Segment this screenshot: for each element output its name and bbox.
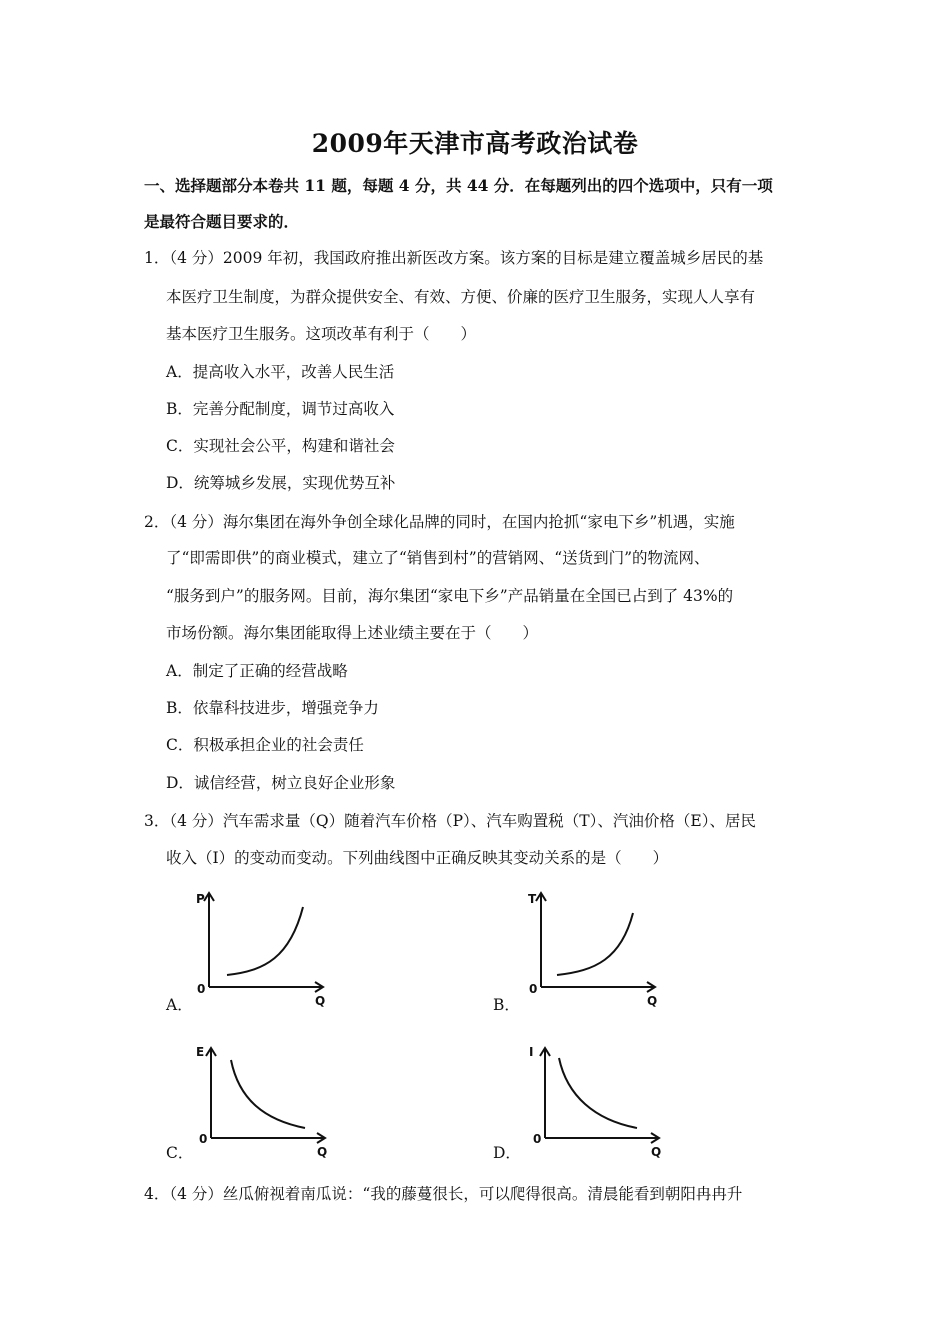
graph-a-x-label: Q (315, 994, 326, 1008)
graph-a-origin: 0 (197, 982, 206, 996)
question-2-stem-line: 市场份额。海尔集团能取得上述业绩主要在于（ ） (166, 624, 539, 642)
graph-b-x-label: Q (647, 994, 658, 1008)
question-2-option-a: A．制定了正确的经营战略 (166, 662, 348, 680)
graph-b-curve (557, 913, 633, 975)
graph-c (195, 1040, 335, 1165)
question-1-option-b: B．完善分配制度，调节过高收入 (166, 400, 395, 418)
question-1-option-c: C．实现社会公平，构建和谐社会 (166, 437, 395, 455)
graph-c-x-label: Q (317, 1145, 328, 1159)
page-title: 2009年天津市高考政治试卷 (311, 129, 639, 158)
question-2-option-d: D．诚信经营，树立良好企业形象 (166, 774, 396, 792)
question-3-stem-line: 收入（I）的变动而变动。下列曲线图中正确反映其变动关系的是（ ） (166, 849, 669, 867)
question-2-option-b: B．依靠科技进步，增强竞争力 (166, 699, 379, 717)
question-2-stem-line: 2．（4 分）海尔集团在海外争创全球化品牌的同时，在国内抢抓“家电下乡”机遇，实施 (144, 513, 735, 531)
question-2-option-c: C．积极承担企业的社会责任 (166, 736, 364, 754)
section-heading-line-2: 是最符合题目要求的． (144, 212, 300, 231)
graph-b (527, 885, 667, 1010)
graph-c-y-label: E (196, 1045, 205, 1059)
graph-d-x-label: Q (651, 1145, 662, 1159)
graph-d (527, 1040, 667, 1165)
question-1-option-a: A．提高收入水平，改善人民生活 (166, 363, 395, 381)
question-3-stem-line: 3．（4 分）汽车需求量（Q）随着汽车价格（P）、汽车购置税（T）、汽油价格（E）、居民 (144, 812, 756, 830)
section-heading-line-1: 一、选择题部分本卷共 11 题，每题 4 分，共 44 分．在每题列出的四个选项中，只有一项 (144, 176, 773, 195)
graph-c-label: C． (166, 1144, 194, 1162)
question-2-stem-line: 了“即需即供”的商业模式，建立了“销售到村”的营销网、“送货到门”的物流网、 (166, 549, 710, 567)
section-heading (144, 168, 814, 240)
graph-b-origin: 0 (529, 982, 538, 996)
question-1-stem-line: 1．（4 分）2009 年初，我国政府推出新医改方案。该方案的目标是建立覆盖城乡居民的基 (144, 249, 764, 267)
graph-c-curve (231, 1060, 305, 1128)
question-1-stem-line: 本医疗卫生制度，为群众提供安全、有效、方便、价廉的医疗卫生服务，实现人人享有 (166, 288, 756, 306)
question-2-stem-line: “服务到户”的服务网。目前，海尔集团“家电下乡”产品销量在全国已占到了 43%的 (166, 587, 734, 605)
graph-a-y-label: P (196, 892, 205, 906)
graph-a (195, 885, 335, 1010)
question-1-stem-line: 基本医疗卫生服务。这项改革有利于（ ） (166, 325, 477, 343)
graph-b-y-label: T (528, 892, 537, 906)
graph-d-curve (559, 1058, 637, 1128)
graph-a-curve (227, 907, 303, 975)
graph-b-label: B． (493, 996, 520, 1014)
graph-a-label: A． (166, 996, 193, 1014)
question-1-option-d: D．统筹城乡发展，实现优势互补 (166, 474, 396, 492)
graph-d-label: D． (493, 1144, 521, 1162)
graph-c-origin: 0 (199, 1132, 208, 1146)
graph-d-origin: 0 (533, 1132, 542, 1146)
graph-d-y-label: I (529, 1045, 534, 1059)
question-4-stem-line: 4．（4 分）丝瓜俯视着南瓜说：“我的藤蔓很长，可以爬得很高。清晨能看到朝阳冉冉升 (144, 1185, 743, 1203)
